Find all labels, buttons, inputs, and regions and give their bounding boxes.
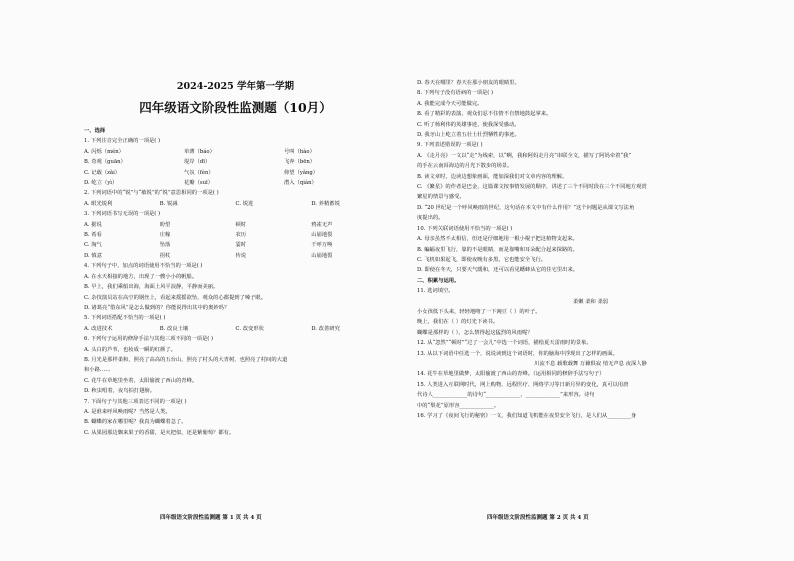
- option: A. 改进技术: [84, 325, 113, 332]
- option: 单薄（báo）: [183, 148, 215, 155]
- text-line: C. 花牛在草地里坐着，太阳偷渡了西山的青峰。: [84, 377, 198, 384]
- text-line: 繁星的情景与感受。: [417, 194, 465, 201]
- text-line: 2. 下列词语中的“锐”与“敏锐”的“锐”意思相同的一项是( ): [84, 190, 219, 197]
- option: 霎时: [235, 242, 247, 249]
- text-line: A. 是谁来呼风唤雨呢？当然是人类。: [84, 408, 171, 415]
- text-line: 晚上，我们在（ ）的灯光下读书。: [417, 319, 499, 326]
- option: 仰望（yǎng）: [283, 169, 319, 176]
- option: D. 改善研究: [311, 325, 340, 332]
- text-line: 4. 下列句子中，加点的词语使用不恰当的一项是( ): [84, 263, 203, 270]
- option-row: [84, 251, 387, 261]
- page-1-content: [84, 126, 387, 438]
- text-line: 度提出的。: [417, 215, 444, 222]
- option-row: [84, 178, 387, 188]
- option-row: [84, 147, 387, 157]
- text-line: C. 从果园那边飘来果子的香甜，是火把似，还是紫葡萄？都有。: [84, 429, 235, 436]
- text-line: 16. 学习了《夜间飞行的秘密》一文，我们知道飞机能在夜里安全飞行，是人们从_________身: [417, 413, 637, 419]
- option: 山崩地裂: [311, 232, 333, 239]
- page-2-content: [417, 78, 764, 421]
- option: 潜入（qián）: [283, 180, 317, 187]
- option-row: [84, 240, 387, 250]
- page-2-footer: 四年级语文阶段性监测题 第 2 页 共 4 页: [487, 515, 589, 521]
- option: C. 锐进: [235, 200, 254, 207]
- text-line: 小女孩低下头来，轻轻地吻了一下豌豆（ ）的叶子。: [417, 308, 541, 315]
- option-row: [84, 199, 387, 209]
- option-row: [84, 324, 387, 334]
- option: 庄稼: [159, 232, 171, 239]
- option: A. 闪烁（mén）: [84, 148, 124, 155]
- text-line: A. 我能完成今天可能做完。: [417, 100, 483, 107]
- page-2: [397, 0, 794, 561]
- text-line: B. 早上，我们乘船出海，海面上风平浪静，平静而美丽。: [84, 284, 219, 291]
- option: 传说: [235, 252, 247, 259]
- option: C. 淘气: [84, 242, 102, 249]
- text-line: B. 月光是那样柔和，照亮了高高的五台山，照亮了村头的大青树，也照亮了村间的大道: [84, 356, 288, 363]
- option-row: [84, 230, 387, 240]
- option-row: [84, 157, 387, 167]
- exam-term-title: 2024-2025 学年第一学期: [176, 81, 295, 92]
- option: 鸦雀无声: [311, 221, 333, 228]
- text-line: 蝴蝶是那样的（ ），怎么禁得起这猛烈的风雨呢？: [417, 329, 533, 336]
- text-line: 3. 下列词语书写无误的一项是( ): [84, 211, 161, 218]
- text-line: C. 飞机如果起飞，即使夜晚有多黑，它也能安全飞行。: [417, 256, 547, 263]
- text-line: B. 读文章时，边读边想象画面，能加深我们对文章内容的理解。: [417, 173, 568, 180]
- text-line: 柔嫩 柔和 柔弱: [572, 298, 609, 305]
- text-line: D. 春天在哪里？春天在那小朋友的眼睛里。: [417, 80, 520, 86]
- text-line: A. 《走月亮》一文以“走”为线索，以“啊，我和阿妈走月亮”串联全文，描写了阿妈牵着“我”: [417, 152, 632, 159]
- option: C. 改变形状: [235, 325, 264, 332]
- text-line: 6. 下列句子运用的修辞手法与其他三项不同的一项是( ): [84, 336, 214, 343]
- text-line: 川流不息 载歌载舞 万籁俱寂 悄无声息 夜深人静: [534, 360, 647, 367]
- page-1-footer: 四年级语文阶段性监测题 第 1 页 共 4 页: [160, 515, 262, 521]
- text-line: B. 蝴蝶的家在哪里呢？我真为蝴蝶着急了。: [84, 419, 187, 426]
- section-heading: 一、选择: [84, 128, 106, 134]
- text-line: 和小路……: [84, 367, 111, 374]
- text-line: 7. 下面句子与其他三项表达不同的一项是( ): [84, 398, 187, 405]
- text-line: A. 母亲虽然不太相信，但还是仔细地用一根小棍子把这植物支起来。: [417, 236, 578, 243]
- exam-main-title: 四年级语文阶段性监测题（10月）: [139, 100, 332, 115]
- option: B. 改良土壤: [159, 325, 189, 332]
- text-line: 14. 花牛在草地里做梦，太阳偷渡了西山的青峰。（运用相同的修辞手法写句子）: [417, 371, 605, 378]
- text-line: 12. 从“忽然”“顿时”“过了一会儿”中选一个词语，描绘夏天雷雨时的景象。: [417, 340, 592, 347]
- option: A. 据说: [84, 221, 102, 228]
- option-row: [84, 220, 387, 230]
- text-line: D. 即使在冬天，只要天气暖和，还可以看见蟋蟀从它的住宅里出来。: [417, 267, 579, 274]
- text-line: 13. 从以下词语中任选一个，说说读到这个词语时，你的脑海中浮现出了怎样的画面。: [417, 350, 618, 357]
- text-line: A. 头白的芦苇，也妆成一瞬的红颜了。: [84, 346, 176, 353]
- option-row: [84, 168, 387, 178]
- text-line: 8. 下列句子没有语病的一项是( ): [417, 90, 494, 97]
- option: A. 眼光锐利: [84, 200, 113, 207]
- text-line: D. “20 世纪是一个呼风唤雨的世纪，这句话在本文中有什么作用？”这个问题是从课文写法角: [417, 204, 635, 211]
- text-line: 中的“梨花”原形容_____________。: [417, 402, 500, 409]
- option: 花瓣（suī）: [183, 180, 213, 187]
- option: 山崩地裂: [311, 252, 333, 259]
- option: D. 养精蓄锐: [311, 200, 340, 207]
- option: 顿时: [235, 221, 247, 228]
- option: B. 希看: [84, 232, 102, 239]
- option: 堤岸（dī）: [183, 159, 211, 166]
- option: 飞奔（bēn）: [283, 159, 316, 166]
- text-line: 15. 人类进入互联网时代，网上购物、远程医疗、网络学习等日新月异的变化，真可以用唐: [417, 381, 629, 388]
- text-line: B. 蝙蝠夜里飞行，靠的不是眼睛，而是靠嘴和耳朵配合起来探路的。: [417, 246, 578, 253]
- text-line: A. 在水天相接的地方，出现了一艘小小的帆船。: [84, 273, 198, 280]
- option: B. 奇观（guān）: [84, 159, 126, 166]
- option: 坠落: [159, 242, 171, 249]
- text-line: D. 我牙山上屹立着五壮士壮烈牺牲的事迹。: [417, 132, 520, 139]
- option: B. 锐减: [159, 200, 178, 207]
- text-line: C. 杂技演员站在高空的钢丝上，看起来摇摇欲坠，观众的心都提到了嗓子眼。: [84, 294, 267, 301]
- option: D. 屹立（yì）: [84, 180, 118, 187]
- text-line: 的手在云南洱海边的月光下散步的场景。: [417, 163, 513, 170]
- text-line: 10. 下列关联词语使用不恰当的一项是( ): [417, 225, 513, 232]
- text-line: 5. 下列词语搭配不恰当的一项是( ): [84, 315, 166, 322]
- text-line: 11. 选词填空。: [417, 288, 454, 295]
- option: C. 记载（zǎi）: [84, 169, 121, 176]
- text-line: 1. 下列注音完全正确的一项是( ): [84, 138, 161, 145]
- text-line: B. 看了精彩的表演，观众们忍不住情不自禁地鼓起掌来。: [417, 111, 552, 118]
- option: 盼望: [159, 221, 171, 228]
- option: 拐杖: [159, 252, 171, 259]
- text-line: D. 诸葛亮“借东风”是怎么做到的？你能说得出其中的奥妙吗？: [84, 304, 230, 311]
- text-line: C. 听了杨利伟的英雄事迹，使我深受感动。: [417, 121, 520, 128]
- option: 农历: [235, 232, 247, 239]
- option: 千呼万唤: [311, 242, 333, 249]
- text-line: C. 《繁星》的作者是巴金，这篇课文按事情发展的顺序，讲述了三个不同时段在三个不同地方观赏: [417, 184, 647, 191]
- option: D. 慎意: [84, 252, 103, 259]
- text-line: D. 秋虫唱着，夜鸟拍打翅膀。: [84, 388, 155, 395]
- section-heading: 二、积累与运用。: [417, 277, 460, 284]
- text-line: 代诗人_____________的诗句“_____________，_____________”来形容。诗句: [417, 392, 595, 399]
- option: 气氛（fèn）: [183, 169, 214, 176]
- text-line: 9. 下列表述错误的一项是( ): [417, 142, 483, 149]
- option: 号叫（hào）: [283, 148, 315, 155]
